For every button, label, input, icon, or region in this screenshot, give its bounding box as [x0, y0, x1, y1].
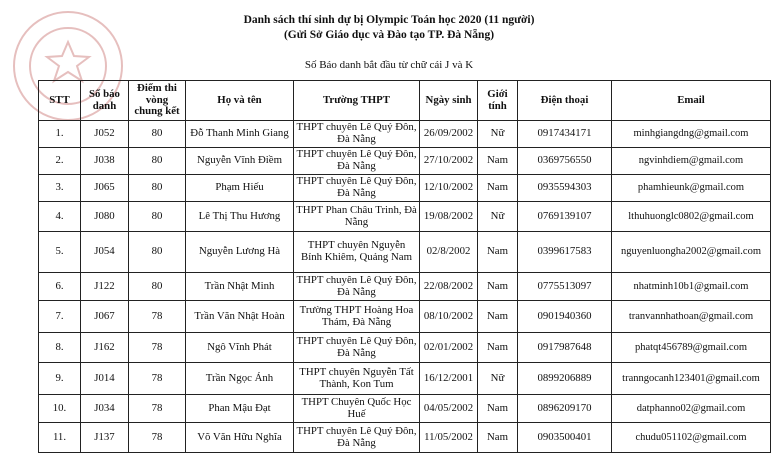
cell-sbd: J052	[81, 121, 129, 148]
cell-score: 78	[129, 363, 186, 395]
document-subtitle: (Gửi Sở Giáo dục và Đào tạo TP. Đà Nẵng)	[283, 29, 495, 41]
header-stt: STT	[39, 81, 81, 121]
cell-dob: 04/05/2002	[420, 395, 478, 423]
cell-name: Nguyễn Lương Hà	[186, 232, 294, 273]
cell-stt: 11.	[39, 423, 81, 453]
cell-sbd: J122	[81, 273, 129, 301]
cell-email: ngvinhdiem@gmail.com	[612, 148, 771, 175]
candidate-table	[38, 80, 771, 453]
cell-sbd: J137	[81, 423, 129, 453]
cell-stt: 8.	[39, 333, 81, 363]
cell-phone: 0899206889	[518, 363, 612, 395]
cell-dob: 02/01/2002	[420, 333, 478, 363]
cell-stt: 10.	[39, 395, 81, 423]
cell-stt: 3.	[39, 175, 81, 202]
cell-email: lthuhuonglc0802@gmail.com	[612, 202, 771, 232]
cell-phone: 0775513097	[518, 273, 612, 301]
table-header-row	[39, 81, 771, 121]
cell-phone: 0903500401	[518, 423, 612, 453]
cell-gender: Nam	[478, 232, 518, 273]
cell-dob: 16/12/2001	[420, 363, 478, 395]
cell-score: 78	[129, 395, 186, 423]
cell-score: 80	[129, 121, 186, 148]
cell-sbd: J080	[81, 202, 129, 232]
cell-stt: 2.	[39, 148, 81, 175]
cell-email: minhgiangdng@gmail.com	[612, 121, 771, 148]
cell-school: THPT chuyên Nguyễn Bỉnh Khiêm, Quảng Nam	[294, 232, 420, 273]
cell-stt: 7.	[39, 301, 81, 333]
cell-name: Nguyễn Vĩnh Điềm	[186, 148, 294, 175]
cell-sbd: J162	[81, 333, 129, 363]
table-row	[39, 175, 771, 202]
header-school: Trường THPT	[294, 81, 420, 121]
header-name: Họ và tên	[186, 81, 294, 121]
cell-email: nhatminh10b1@gmail.com	[612, 273, 771, 301]
table-row	[39, 202, 771, 232]
cell-sbd: J014	[81, 363, 129, 395]
cell-name: Phan Mậu Đạt	[186, 395, 294, 423]
table-row	[39, 395, 771, 423]
cell-name: Võ Văn Hữu Nghĩa	[186, 423, 294, 453]
cell-school: THPT chuyên Lê Quý Đôn, Đà Nẵng	[294, 333, 420, 363]
cell-sbd: J038	[81, 148, 129, 175]
cell-sbd: J034	[81, 395, 129, 423]
cell-dob: 11/05/2002	[420, 423, 478, 453]
cell-phone: 0917434171	[518, 121, 612, 148]
cell-email: phatqt456789@gmail.com	[612, 333, 771, 363]
cell-name: Đỗ Thanh Minh Giang	[186, 121, 294, 148]
cell-phone: 0399617583	[518, 232, 612, 273]
cell-score: 80	[129, 202, 186, 232]
cell-gender: Nam	[478, 175, 518, 202]
cell-score: 78	[129, 301, 186, 333]
table-row	[39, 232, 771, 273]
cell-name: Trần Nhật Minh	[186, 273, 294, 301]
cell-school: THPT Chuyên Quốc Học Huế	[294, 395, 420, 423]
cell-stt: 6.	[39, 273, 81, 301]
cell-stt: 1.	[39, 121, 81, 148]
cell-school: THPT chuyên Lê Quý Đôn, Đà Nẵng	[294, 273, 420, 301]
cell-school: THPT chuyên Nguyễn Tất Thành, Kon Tum	[294, 363, 420, 395]
header-gender: Giới tính	[478, 81, 518, 121]
document-note: Số Báo danh bắt đầu từ chữ cái J và K	[304, 59, 474, 71]
cell-gender: Nam	[478, 148, 518, 175]
cell-score: 80	[129, 273, 186, 301]
cell-email: chudu051102@gmail.com	[612, 423, 771, 453]
cell-score: 78	[129, 333, 186, 363]
cell-score: 80	[129, 175, 186, 202]
header-phone: Điện thoại	[518, 81, 612, 121]
cell-dob: 12/10/2002	[420, 175, 478, 202]
cell-sbd: J067	[81, 301, 129, 333]
cell-score: 80	[129, 232, 186, 273]
cell-school: THPT chuyên Lê Quý Đôn, Đà Nẵng	[294, 121, 420, 148]
document-title: Danh sách thí sinh dự bị Olympic Toán học 2020 (11 người)	[243, 14, 535, 26]
table-row	[39, 423, 771, 453]
table-row	[39, 148, 771, 175]
cell-gender: Nam	[478, 423, 518, 453]
cell-gender: Nữ	[478, 121, 518, 148]
cell-name: Phạm Hiếu	[186, 175, 294, 202]
cell-name: Trần Văn Nhật Hoàn	[186, 301, 294, 333]
cell-gender: Nam	[478, 273, 518, 301]
cell-gender: Nam	[478, 301, 518, 333]
table-row	[39, 301, 771, 333]
table-row	[39, 273, 771, 301]
cell-email: tranngocanh123401@gmail.com	[612, 363, 771, 395]
cell-sbd: J054	[81, 232, 129, 273]
cell-phone: 0896209170	[518, 395, 612, 423]
cell-school: Trường THPT Hoàng Hoa Thám, Đà Nẵng	[294, 301, 420, 333]
cell-name: Ngô Vĩnh Phát	[186, 333, 294, 363]
cell-phone: 0769139107	[518, 202, 612, 232]
cell-score: 80	[129, 148, 186, 175]
cell-phone: 0901940360	[518, 301, 612, 333]
table-row	[39, 363, 771, 395]
cell-dob: 22/08/2002	[420, 273, 478, 301]
cell-school: THPT chuyên Lê Quý Đôn, Đà Nẵng	[294, 175, 420, 202]
cell-gender: Nữ	[478, 202, 518, 232]
cell-phone: 0935594303	[518, 175, 612, 202]
cell-dob: 26/09/2002	[420, 121, 478, 148]
cell-stt: 4.	[39, 202, 81, 232]
header-score: Điểm thi vòng chung kết	[129, 81, 186, 121]
cell-dob: 08/10/2002	[420, 301, 478, 333]
cell-school: THPT chuyên Lê Quý Đôn, Đà Nẵng	[294, 148, 420, 175]
cell-dob: 27/10/2002	[420, 148, 478, 175]
cell-dob: 02/8/2002	[420, 232, 478, 273]
cell-sbd: J065	[81, 175, 129, 202]
cell-gender: Nam	[478, 333, 518, 363]
cell-email: nguyenluongha2002@gmail.com	[612, 232, 771, 273]
cell-email: datphanno02@gmail.com	[612, 395, 771, 423]
header-sbd: Số báo danh	[81, 81, 129, 121]
cell-school: THPT Phan Châu Trinh, Đà Nẵng	[294, 202, 420, 232]
table-row	[39, 333, 771, 363]
header-dob: Ngày sinh	[420, 81, 478, 121]
cell-name: Trần Ngọc Ánh	[186, 363, 294, 395]
cell-phone: 0369756550	[518, 148, 612, 175]
cell-score: 78	[129, 423, 186, 453]
cell-phone: 0917987648	[518, 333, 612, 363]
header-email: Email	[612, 81, 771, 121]
cell-gender: Nam	[478, 395, 518, 423]
cell-gender: Nữ	[478, 363, 518, 395]
cell-name: Lê Thị Thu Hương	[186, 202, 294, 232]
cell-school: THPT chuyên Lê Quý Đôn, Đà Nẵng	[294, 423, 420, 453]
cell-email: tranvannhathoan@gmail.com	[612, 301, 771, 333]
cell-stt: 9.	[39, 363, 81, 395]
cell-dob: 19/08/2002	[420, 202, 478, 232]
cell-stt: 5.	[39, 232, 81, 273]
cell-email: phamhieunk@gmail.com	[612, 175, 771, 202]
table-row	[39, 121, 771, 148]
